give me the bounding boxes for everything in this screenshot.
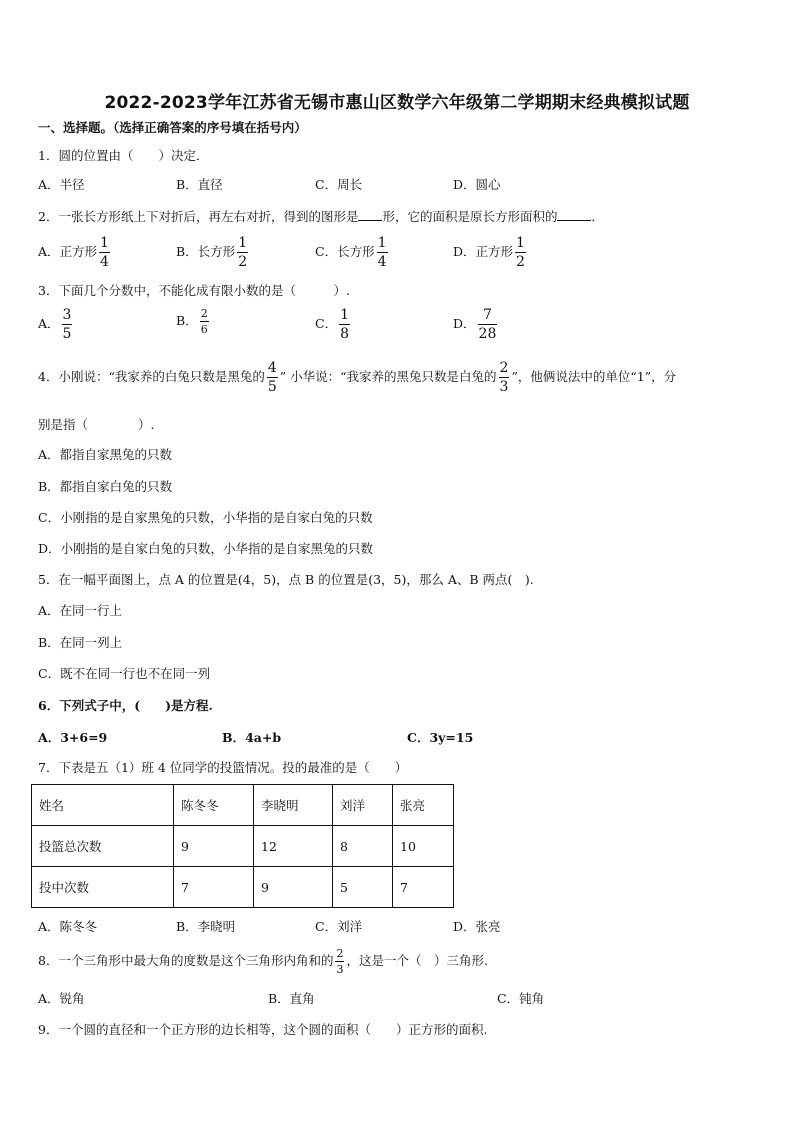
q3-option-d-label: D． xyxy=(453,316,476,331)
q8-option-c: C．钝角 xyxy=(497,991,545,1006)
q2-option-c xyxy=(315,236,390,269)
q3-option-a-fraction: $\frac{3}{5}$ xyxy=(62,307,72,342)
q2-blank-area xyxy=(557,208,591,221)
q4-fraction-2: $\frac{2}{3}$ xyxy=(499,360,509,395)
q8-fraction: $\frac{2}{3}$ xyxy=(336,947,344,976)
table-cell: 陈冬冬 xyxy=(174,785,254,826)
table-cell: 张亮 xyxy=(393,785,454,826)
q4-stem-part3: ”，他俩说法中的单位“1”，分 xyxy=(511,369,677,384)
q2-option-a-fraction: $\frac{1}{4}$ xyxy=(100,235,109,270)
q2-blank-shape xyxy=(358,208,382,221)
table-cell: 10 xyxy=(393,826,454,867)
q2-stem-part2: 形，它的面积是原长方形面积的 xyxy=(382,209,558,224)
q3-option-c-label: C． xyxy=(315,316,338,331)
q2-option-d xyxy=(453,236,528,269)
table-cell: 8 xyxy=(333,826,393,867)
q4-stem xyxy=(38,361,676,394)
q2-option-d-fraction: $\frac{1}{2}$ xyxy=(516,235,525,270)
section-heading: 一、选择题。（选择正确答案的序号填在括号内） xyxy=(38,120,307,135)
q8-stem-part1: 8．一个三角形中最大角的度数是这个三角形内角和的 xyxy=(38,953,334,968)
q5-stem: 5．在一幅平面图上，点 A 的位置是(4，5)，点 B 的位置是(3，5)，那么 A、B 两点( ). xyxy=(38,572,534,587)
q2-option-b-label: B．长方形 xyxy=(176,244,236,259)
q8-stem xyxy=(38,948,488,975)
q1-option-c: C．周长 xyxy=(315,177,363,192)
q3-option-b xyxy=(176,308,211,335)
q4-option-a: A．都指自家黑兔的只数 xyxy=(38,447,173,462)
q5-option-c: C．既不在同一行也不在同一列 xyxy=(38,666,211,681)
q1-option-a: A．半径 xyxy=(38,177,85,192)
q3-option-c xyxy=(315,308,352,341)
q3-option-d xyxy=(453,308,499,341)
q3-option-b-fraction: $\frac{2}{6}$ xyxy=(200,307,208,336)
q8-stem-part2: ，这是一个（ ）三角形. xyxy=(346,953,488,968)
q6-option-b: B．4a+b xyxy=(222,730,282,745)
table-row xyxy=(32,826,454,867)
q1-option-d: D．圆心 xyxy=(453,177,501,192)
q3-option-b-label: B． xyxy=(176,313,198,328)
q1-stem: 1．圆的位置由（ ）决定． xyxy=(38,148,209,163)
q4-fraction-1: $\frac{4}{5}$ xyxy=(267,360,277,395)
exam-title: 2022-2023学年江苏省无锡市惠山区数学六年级第二学期期末经典模拟试题 xyxy=(104,93,690,113)
q3-option-c-fraction: $\frac{1}{8}$ xyxy=(340,307,349,342)
q5-option-b: B．在同一列上 xyxy=(38,635,123,650)
q4-stem-part2: ” 小华说：“我家养的黑兔只数是白兔的 xyxy=(279,369,497,384)
q4-option-b: B．都指自家白兔的只数 xyxy=(38,479,173,494)
q4-stem-part1: 4．小刚说：“我家养的白兔只数是黑兔的 xyxy=(38,369,265,384)
q6-stem: 6．下列式子中，( )是方程. xyxy=(38,698,213,713)
q4-option-d: D．小刚指的是自家白兔的只数，小华指的是自家黑兔的只数 xyxy=(38,541,374,556)
q2-stem xyxy=(38,208,604,226)
q7-option-c: C．刘洋 xyxy=(315,919,363,934)
q2-option-a-label: A．正方形 xyxy=(38,244,98,259)
table-cell: 7 xyxy=(174,867,254,908)
q2-option-d-label: D．正方形 xyxy=(453,244,514,259)
q2-stem-part1: 2．一张长方形纸上下对折后，再左右对折，得到的图形是 xyxy=(38,209,359,224)
q1-option-b: B．直径 xyxy=(176,177,223,192)
q7-stem: 7．下表是五（1）班 4 位同学的投篮情况。投的最准的是（ ） xyxy=(38,760,408,775)
q3-option-a xyxy=(38,308,74,341)
q3-option-a-label: A． xyxy=(38,316,60,331)
q8-option-b: B．直角 xyxy=(268,991,315,1006)
q7-option-d: D．张亮 xyxy=(453,919,501,934)
table-cell: 7 xyxy=(393,867,454,908)
q8-option-a: A．锐角 xyxy=(38,991,85,1006)
q6-option-c: C．3y=15 xyxy=(407,730,474,745)
q2-option-c-label: C．长方形 xyxy=(315,244,375,259)
table-cell: 9 xyxy=(174,826,254,867)
q4-stem-continued: 别是指（ ）. xyxy=(38,417,155,432)
table-cell: 投篮总次数 xyxy=(32,826,174,867)
q3-option-d-fraction: $\frac{7}{28}$ xyxy=(478,307,497,342)
q9-stem: 9．一个圆的直径和一个正方形的边长相等，这个圆的面积（ ）正方形的面积. xyxy=(38,1022,488,1037)
table-cell: 投中次数 xyxy=(32,867,174,908)
table-row xyxy=(32,785,454,826)
q2-option-b xyxy=(176,236,250,269)
table-cell: 刘洋 xyxy=(333,785,393,826)
table-cell: 5 xyxy=(333,867,393,908)
q3-stem: 3．下面几个分数中，不能化成有限小数的是（ ）. xyxy=(38,283,350,298)
q7-option-a: A．陈冬冬 xyxy=(38,919,98,934)
table-row xyxy=(32,867,454,908)
q2-stem-part3: ． xyxy=(591,209,604,224)
q4-option-c: C．小刚指的是自家黑兔的只数，小华指的是自家白兔的只数 xyxy=(38,510,373,525)
q5-option-a: A．在同一行上 xyxy=(38,603,123,618)
shooting-stats-table xyxy=(31,784,454,908)
table-cell: 9 xyxy=(254,867,333,908)
table-cell: 12 xyxy=(254,826,333,867)
table-cell: 姓名 xyxy=(32,785,174,826)
table-cell: 李晓明 xyxy=(254,785,333,826)
q2-option-c-fraction: $\frac{1}{4}$ xyxy=(377,235,387,270)
q2-option-a xyxy=(38,236,112,269)
q6-option-a: A．3+6=9 xyxy=(38,730,108,745)
q7-option-b: B．李晓明 xyxy=(176,919,236,934)
q2-option-b-fraction: $\frac{1}{2}$ xyxy=(238,235,248,270)
